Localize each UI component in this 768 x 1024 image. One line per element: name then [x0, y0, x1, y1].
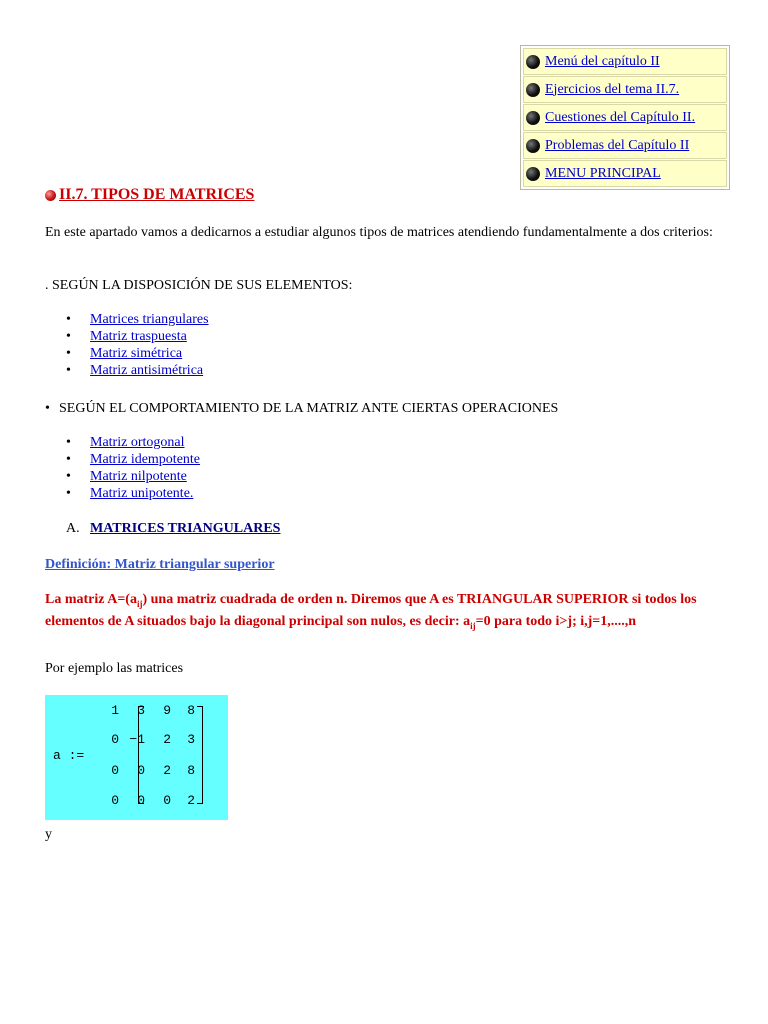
definition-text — [45, 591, 705, 635]
list-item — [66, 485, 200, 502]
subsection-heading — [66, 521, 280, 537]
matrix-cell: 0 — [111, 793, 119, 808]
nav-link-questions[interactable]: Cuestiones del Capítulo II. — [545, 109, 696, 125]
matrix-cell: 8 — [187, 703, 195, 718]
list-item — [66, 328, 209, 345]
matrix-cell: 3 — [137, 703, 145, 718]
subscript: ij — [136, 598, 143, 609]
matrix-cell: 8 — [187, 763, 195, 778]
example-intro: Por ejemplo las matrices — [45, 661, 184, 676]
nav-item-questions[interactable] — [523, 104, 727, 131]
list-item — [66, 362, 209, 379]
trailing-text: y — [45, 827, 52, 842]
nav-link-exercises[interactable]: Ejercicios del tema II.7. — [545, 81, 680, 97]
red-ball-bullet-icon — [45, 190, 56, 201]
definition-title: Definición: Matriz triangular superior — [45, 557, 275, 572]
left-bracket — [138, 706, 144, 804]
criterion-behavior-text: SEGÚN EL COMPORTAMIENTO DE LA MATRIZ ANTE CIERTAS OPERACIONES — [59, 401, 559, 416]
nav-item-exercises[interactable] — [523, 76, 727, 103]
nav-item-main-menu[interactable] — [523, 160, 727, 187]
link-orthogonal-matrix[interactable]: Matriz ortogonal — [90, 435, 185, 450]
nav-item-chapter-menu[interactable] — [523, 48, 727, 75]
nav-link-problems[interactable]: Problemas del Capítulo II — [545, 137, 690, 153]
matrix-cell: 3 — [187, 732, 195, 747]
matrix-cell: 1 — [111, 703, 119, 718]
matrix-cell: 2 — [163, 763, 171, 778]
definition-part: ) una matriz cuadrada de orden n. Diremos que A es TRIANGULAR SUPERIOR si todos los elementos de A situados bajo la diagonal principal son nulos, es decir: a — [45, 592, 697, 629]
black-ball-bullet-icon — [526, 167, 540, 181]
chapter-nav-menu — [520, 45, 730, 190]
link-nilpotent-matrix[interactable]: Matriz nilpotente — [90, 469, 187, 484]
link-triangular-matrices[interactable]: Matrices triangulares — [90, 312, 209, 327]
link-symmetric-matrix[interactable]: Matriz simétrica — [90, 346, 183, 361]
nav-link-chapter-menu[interactable]: Menú del capítulo II — [545, 53, 660, 69]
matrix-label: a := — [53, 748, 85, 763]
list-item — [66, 311, 209, 328]
bullet-icon: • — [45, 401, 50, 416]
matrix-cell: 9 — [163, 703, 171, 718]
link-idempotent-matrix[interactable]: Matriz idempotente — [90, 452, 201, 467]
matrix-cell: 2 — [163, 732, 171, 747]
black-ball-bullet-icon — [526, 55, 540, 69]
matrix-cell: 0 — [137, 793, 145, 808]
list-item — [66, 451, 200, 468]
nav-link-main-menu[interactable]: MENU PRINCIPAL — [545, 165, 661, 181]
list-item — [66, 434, 200, 451]
behavior-link-list — [66, 434, 200, 502]
matrix-cell: −1 — [129, 732, 145, 747]
list-item — [66, 345, 209, 362]
black-ball-bullet-icon — [526, 111, 540, 125]
black-ball-bullet-icon — [526, 139, 540, 153]
subscript: ij — [470, 620, 476, 631]
matrix-cell: 2 — [187, 793, 195, 808]
subsection-title: MATRICES TRIANGULARES — [90, 521, 281, 536]
link-unipotent-matrix[interactable]: Matriz unipotente. — [90, 486, 194, 501]
matrix-cell: 0 — [137, 763, 145, 778]
list-item — [66, 468, 200, 485]
link-transpose-matrix[interactable]: Matriz traspuesta — [90, 329, 187, 344]
subsection-letter: A. — [66, 521, 80, 536]
link-antisymmetric-matrix[interactable]: Matriz antisimétrica — [90, 363, 204, 378]
criterion-disposition: . SEGÚN LA DISPOSICIÓN DE SUS ELEMENTOS: — [45, 278, 353, 293]
matrix-cell: 0 — [111, 732, 119, 747]
black-ball-bullet-icon — [526, 83, 540, 97]
definition-part: =0 para todo i>j; i,j=1,....,n — [475, 613, 637, 629]
section-title: II.7. TIPOS DE MATRICES — [59, 186, 255, 203]
right-bracket — [197, 706, 203, 804]
disposition-link-list — [66, 311, 209, 379]
matrix-cell: 0 — [163, 793, 171, 808]
criterion-behavior — [45, 400, 558, 417]
section-heading — [45, 186, 254, 204]
intro-paragraph: En este apartado vamos a dedicarnos a estudiar algunos tipos de matrices atendiendo fundamentalmente a dos criterios: — [45, 225, 713, 240]
matrix-example-panel — [45, 695, 228, 820]
matrix-cell: 0 — [111, 763, 119, 778]
nav-item-problems[interactable] — [523, 132, 727, 159]
definition-part: La matriz A=(a — [45, 592, 137, 607]
